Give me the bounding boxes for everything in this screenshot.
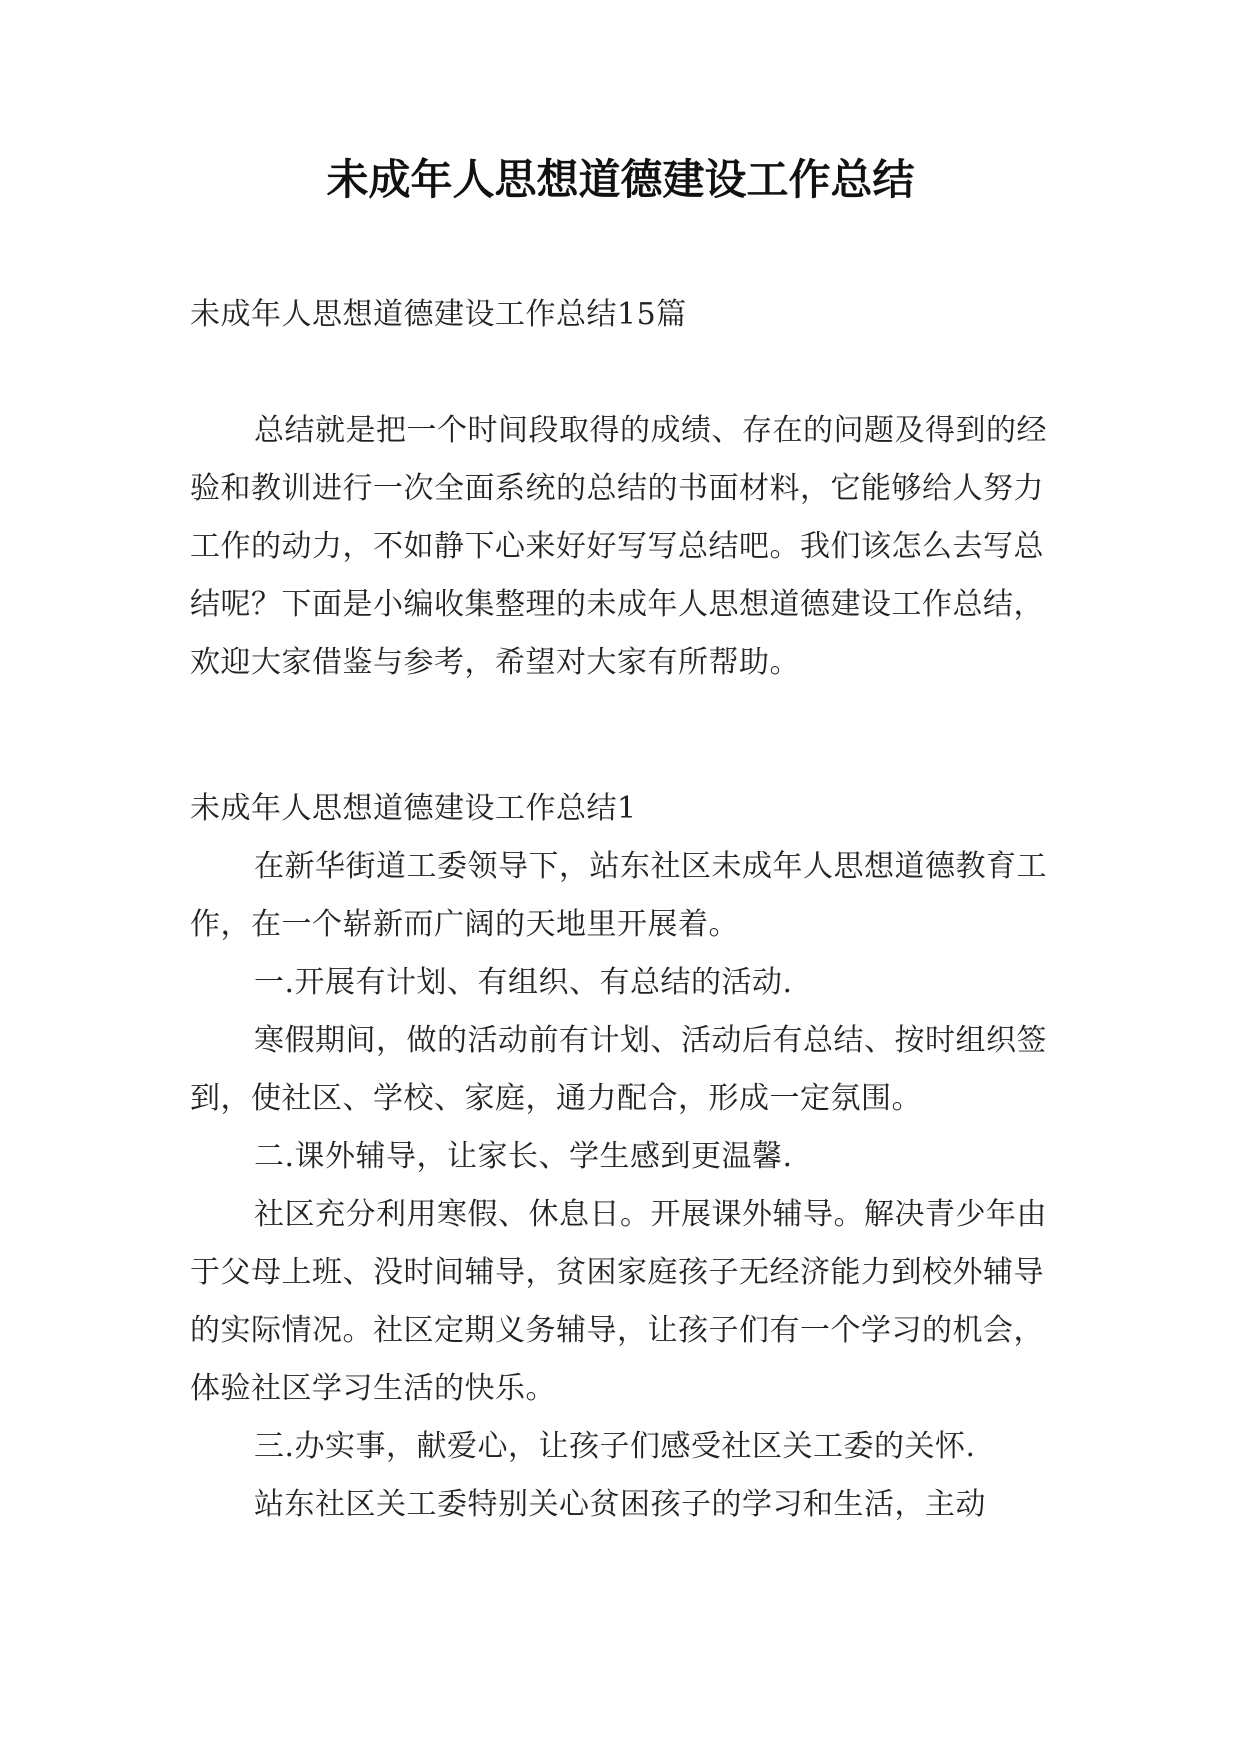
list-heading: 一.开展有计划、有组织、有总结的活动. xyxy=(254,965,793,1000)
body-section xyxy=(190,780,1070,1534)
intro-section xyxy=(190,402,1070,692)
body-paragraph: 在新华街道工委领导下，站东社区未成年人思想道德教育工作，在一个崭新而广阔的天地里开展着。 xyxy=(190,849,1047,942)
section-heading: 未成年人思想道德建设工作总结1 xyxy=(190,791,637,826)
intro-paragraph: 总结就是把一个时间段取得的成绩、存在的问题及得到的经验和教训进行一次全面系统的总结的书面材料，它能够给人努力工作的动力，不如静下心来好好写写总结吧。我们该怎么去写总结呢？下面是小编收集整理的未成年人思想道德建设工作总结，欢迎大家借鉴与参考，希望对大家有所帮助。 xyxy=(190,413,1047,680)
body-paragraph: 寒假期间，做的活动前有计划、活动后有总结、按时组织签到，使社区、学校、家庭，通力配合，形成一定氛围。 xyxy=(190,1023,1047,1116)
subtitle-text: 未成年人思想道德建设工作总结15篇 xyxy=(190,297,687,332)
body-paragraph: 社区充分利用寒假、休息日。开展课外辅导。解决青少年由于父母上班、没时间辅导，贫困家庭孩子无经济能力到校外辅导的实际情况。社区定期义务辅导，让孩子们有一个学习的机会，体验社区学习生活的快乐。 xyxy=(190,1197,1047,1406)
list-heading: 三.办实事，献爱心，让孩子们感受社区关工委的关怀. xyxy=(254,1429,976,1464)
document-title: 未成年人思想道德建设工作总结 xyxy=(326,155,915,204)
body-paragraph: 站东社区关工委特别关心贫困孩子的学习和生活，主动 xyxy=(254,1487,986,1522)
list-heading: 二.课外辅导，让家长、学生感到更温馨. xyxy=(254,1139,793,1174)
document-subtitle xyxy=(190,286,1070,344)
